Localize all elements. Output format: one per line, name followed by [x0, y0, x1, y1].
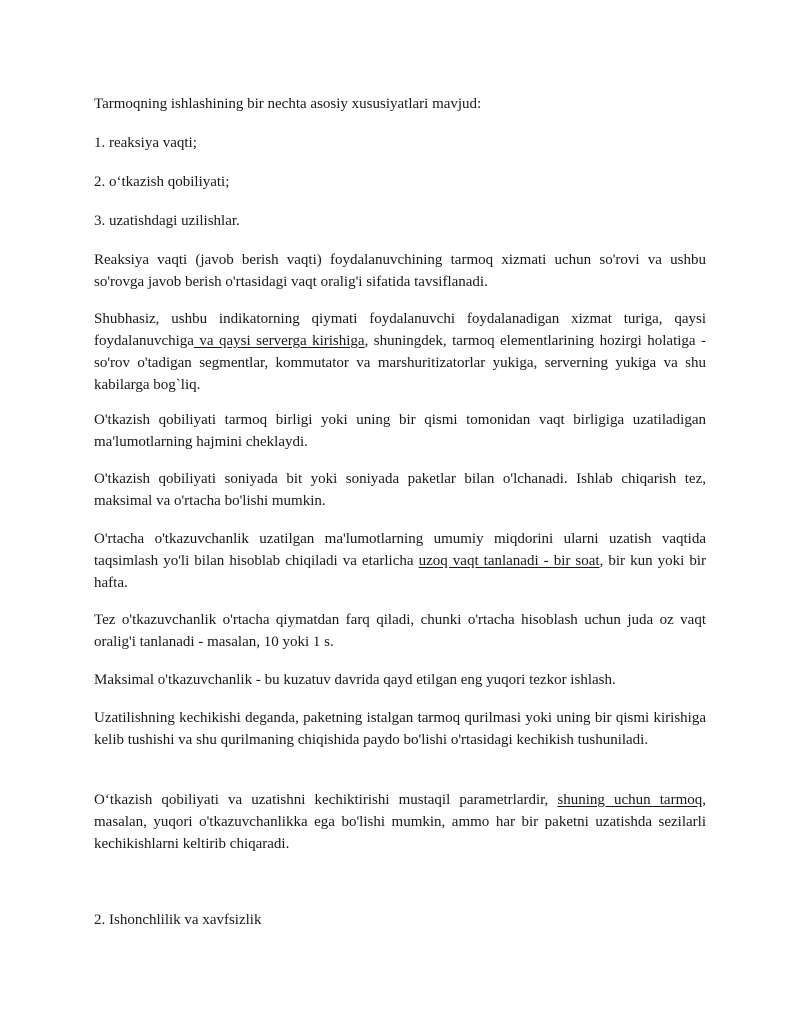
- indicator-text-start: Shubhasiz, ushbu indikatorning qiymati foydalanuvchi foydalanadigan xizmat turiga, qaysi foydalanuvchiga: [94, 311, 706, 349]
- indicator-underlined-text: va qaysi serverga kirishiga: [193, 333, 365, 349]
- paragraph-indicator: [94, 308, 706, 396]
- independent-text-start: O‘tkazish qobiliyati va uzatishni kechiktirishi mustaqil parametrlardir,: [94, 792, 558, 808]
- average-text-end: , bir kun yoki bir hafta.: [94, 553, 707, 591]
- paragraph-max-throughput: Maksimal o'tkazuvchanlik - bu kuzatuv davrida qayd etilgan eng yuqori tezkor ishlash.: [94, 672, 616, 688]
- paragraph-average-throughput: [94, 528, 706, 594]
- paragraph-transmission-delay: Uzatilishning kechikishi deganda, paketning istalgan tarmoq qurilmasi yoki uning bir qismi kirishiga kelib tushishi va shu qurilmaning chiqishida paydo bo'lishi o'rtasidagi kechikish tushuniladi.: [94, 710, 706, 748]
- list-item-reaction-time: 1. reaksiya vaqti;: [94, 135, 197, 151]
- list-item-throughput: 2. o‘tkazish qobiliyati;: [94, 174, 230, 190]
- intro-paragraph: Tarmoqning ishlashining bir nechta asosiy xususiyatlari mavjud:: [94, 96, 482, 112]
- list-item-transmission-delay: 3. uzatishdagi uzilishlar.: [94, 213, 240, 229]
- paragraph-throughput-units: O'tkazish qobiliyati soniyada bit yoki soniyada paketlar bilan o'lchanadi. Ishlab chiqarish tez, maksimal va o'rtacha bo'lishi mumkin.: [94, 471, 706, 509]
- average-text-start: O'rtacha o'tkazuvchanlik uzatilgan ma'lumotlarning umumiy miqdorini ularni uzatish vaqtida taqsimlash yo'li bilan hisoblab chiqiladi va etarlicha: [94, 531, 706, 569]
- section-heading: 2. Ishonchlilik va xavfsizlik: [94, 912, 262, 928]
- independent-underlined-text: shuning uchun tarmoq: [557, 792, 703, 808]
- paragraph-fast-throughput: Tez o'tkazuvchanlik o'rtacha qiymatdan farq qiladi, chunki o'rtacha hisoblash uchun juda oz vaqt oralig'i tanlanadi - masalan, 10 yoki 1 s.: [94, 612, 706, 650]
- paragraph-throughput-definition: O'tkazish qobiliyati tarmoq birligi yoki uning bir qismi tomonidan vaqt birligiga uzatiladigan ma'lumotlarning hajmini cheklaydi.: [94, 412, 706, 450]
- paragraph-independent-parameters: [94, 789, 706, 855]
- indicator-text-end: , shuningdek, tarmoq elementlarining hozirgi holatiga - so'rov o'tadigan segmentlar, kommutator va marshuritizatorlar yukiga, serverning yukiga va shu kabilarga bog`liq.: [94, 333, 706, 393]
- paragraph-reaction-time: Reaksiya vaqti (javob berish vaqti) foydalanuvchining tarmoq xizmati uchun so'rovi va ushbu so'rovga javob berish o'rtasidagi vaqt oralig'i sifatida tavsiflanadi.: [94, 252, 706, 290]
- average-underlined-text: uzoq vaqt tanlanadi - bir soat: [418, 553, 600, 569]
- independent-text-end: , masalan, yuqori o'tkazuvchanlikka ega bo'lishi mumkin, ammo har bir paketni uzatishda sezilarli kechikishlarni keltirib chiqaradi.: [94, 792, 706, 852]
